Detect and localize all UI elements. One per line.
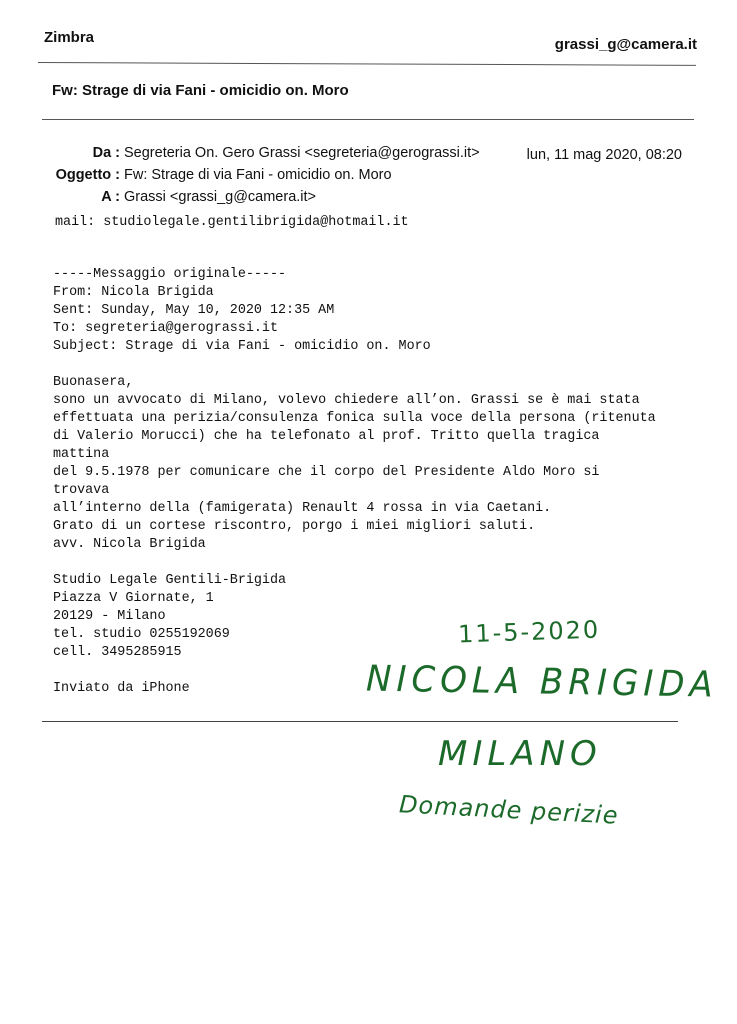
signature-line: Piazza V Giornate, 1 — [53, 591, 214, 606]
sent-from: Inviato da iPhone — [53, 681, 190, 696]
from-row — [0, 145, 480, 161]
from-label: Da : — [92, 145, 120, 161]
handwritten-date: 11-5-2020 — [457, 615, 601, 649]
original-to: To: segreteria@gerograssi.it — [53, 321, 278, 336]
subject-value: Fw: Strage di via Fani - omicidio on. Moro — [124, 167, 392, 183]
signature-line: cell. 3495285915 — [53, 645, 182, 660]
handwritten-note: Domande perizie — [398, 790, 620, 830]
body-line: all’interno della (famigerata) Renault 4 rossa in via Caetani. — [53, 501, 552, 516]
mail-line: mail: studiolegale.gentilibrigida@hotmail.it — [55, 215, 409, 230]
to-value: Grassi <grassi_g@camera.it> — [124, 189, 317, 205]
original-divider: -----Messaggio originale----- — [53, 267, 287, 282]
original-message — [53, 266, 713, 698]
body-line: mattina — [53, 447, 110, 462]
message-date: lun, 11 mag 2020, 08:20 — [526, 147, 682, 163]
body-line: avv. Nicola Brigida — [53, 537, 206, 552]
original-sent: Sent: Sunday, May 10, 2020 12:35 AM — [53, 303, 335, 318]
original-from: From: Nicola Brigida — [53, 285, 214, 300]
signature-line: Studio Legale Gentili-Brigida — [53, 573, 287, 588]
body-line: Grato di un cortese riscontro, porgo i miei migliori saluti. — [53, 519, 536, 534]
footer-divider — [42, 721, 678, 722]
signature-line: tel. studio 0255192069 — [53, 627, 230, 642]
to-label: A : — [101, 189, 120, 205]
header-divider — [38, 62, 696, 66]
body-line: di Valerio Morucci) che ha telefonato al prof. Tritto quella tragica — [53, 429, 600, 444]
message-title: Fw: Strage di via Fani - omicidio on. Moro — [52, 82, 349, 99]
subject-label: Oggetto : — [55, 167, 120, 183]
app-name: Zimbra — [44, 29, 95, 46]
body-line: trovava — [53, 483, 110, 498]
body-line: effettuata una perizia/consulenza fonica sulla voce della persona (ritenuta — [53, 411, 656, 426]
handwritten-city: MILANO — [438, 734, 602, 774]
title-divider — [42, 119, 694, 120]
signature-line: 20129 - Milano — [53, 609, 166, 624]
subject-row — [0, 167, 392, 183]
body-line: del 9.5.1978 per comunicare che il corpo del Presidente Aldo Moro si — [53, 465, 600, 480]
account-email: grassi_g@camera.it — [554, 36, 697, 53]
from-value: Segreteria On. Gero Grassi <segreteria@gerograssi.it> — [124, 145, 480, 161]
body-line: Buonasera, — [53, 375, 134, 390]
to-row — [0, 189, 316, 205]
body-line: sono un avvocato di Milano, volevo chiedere all’on. Grassi se è mai stata — [53, 393, 640, 408]
handwritten-name: NICOLA BRIGIDA — [365, 657, 719, 707]
original-subject: Subject: Strage di via Fani - omicidio on. Moro — [53, 339, 431, 354]
